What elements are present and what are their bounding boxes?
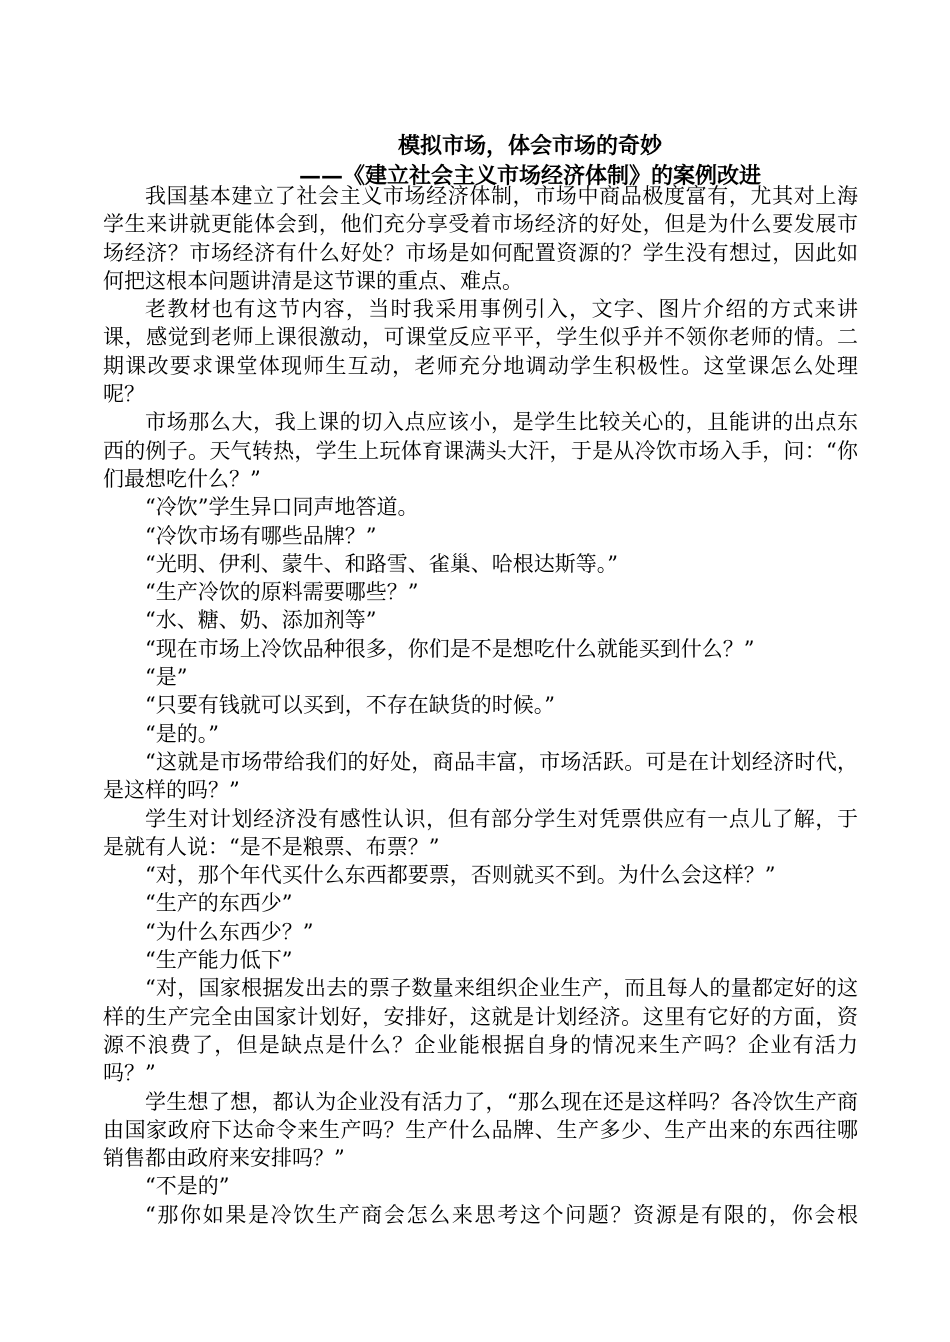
paragraph: 学生对计划经济没有感性认识，但有部分学生对凭票供应有一点儿了解，于是就有人说：“是不是粮票、布票？” — [103, 806, 858, 859]
dialogue-line: “生产的东西少” — [145, 891, 293, 916]
dialogue-line: “只要有钱就可以买到，不存在缺货的时候。” — [145, 693, 555, 718]
dialogue-line: “对，那个年代买什么东西都要票，否则就买不到。为什么会这样？” — [145, 863, 776, 888]
dialogue-line: “是” — [145, 665, 188, 690]
dialogue-line: “水、糖、奶、添加剂等” — [145, 608, 377, 633]
document-title: 模拟市场，体会市场的奇妙 — [397, 133, 662, 159]
document-body — [103, 182, 858, 1229]
dialogue-line: “不是的” — [145, 1174, 230, 1199]
dialogue-line: “冷饮市场有哪些品牌？” — [145, 523, 377, 548]
dialogue-line: “这就是市场带给我们的好处，商品丰富，市场活跃。可是在计划经济时代，是这样的吗？” — [103, 749, 858, 803]
dialogue-line: “光明、伊利、蒙牛、和路雪、雀巢、哈根达斯等。” — [145, 551, 618, 576]
paragraph: 老教材也有这节内容，当时我采用事例引入，文字、图片介绍的方式来讲课，感觉到老师上课很激动，可课堂反应平平，学生似乎并不领你老师的情。二期课改要求课堂体现师生互动，老师充分地调动学生积极性。这堂课怎么处理呢？ — [103, 297, 858, 407]
dialogue-line: “冷饮”学生异口同声地答道。 — [145, 495, 419, 520]
dialogue-line: “生产冷饮的原料需要哪些？” — [145, 580, 419, 605]
dialogue-line: “生产能力低下” — [145, 948, 293, 973]
paragraph: 学生想了想，都认为企业没有活力了，“那么现在还是这样吗？各冷饮生产商由国家政府下达命令来生产吗？生产什么品牌、生产多少、生产出来的东西往哪销售都由政府来安排吗？” — [103, 1089, 858, 1171]
dialogue-line: “对，国家根据发出去的票子数量来组织企业生产，而且每人的量都定好的这样的生产完全由国家计划好，安排好，这就是计划经济。这里有它好的方面，资源不浪费了，但是缺点是什么？企业能根据自身的情况来生产吗？企业有活力吗？” — [103, 976, 858, 1086]
dialogue-line: “是的。” — [145, 721, 219, 746]
paragraph: 市场那么大，我上课的切入点应该小，是学生比较关心的，且能讲的出点东西的例子。天气转热，学生上玩体育课满头大汗，于是从冷饮市场入手，问：“你们最想吃什么？” — [103, 410, 858, 491]
dialogue-line: “现在市场上冷饮品种很多，你们是不是想吃什么就能买到什么？” — [145, 636, 755, 661]
document-subtitle: ——《建立社会主义市场经济体制》的案例改进 — [298, 163, 761, 189]
dialogue-line: “那你如果是冷饮生产商会怎么来思考这个问题？资源是有限的，你会根 — [145, 1202, 858, 1227]
dialogue-line: “为什么东西少？” — [145, 919, 314, 944]
paragraph: 我国基本建立了社会主义市场经济体制，市场中商品极度富有，尤其对上海学生来讲就更能体会到，他们充分享受着市场经济的好处，但是为什么要发展市场经济？市场经济有什么好处？市场是如何配置资源的？学生没有想过，因此如何把这根本问题讲清是这节课的重点、难点。 — [103, 184, 858, 293]
